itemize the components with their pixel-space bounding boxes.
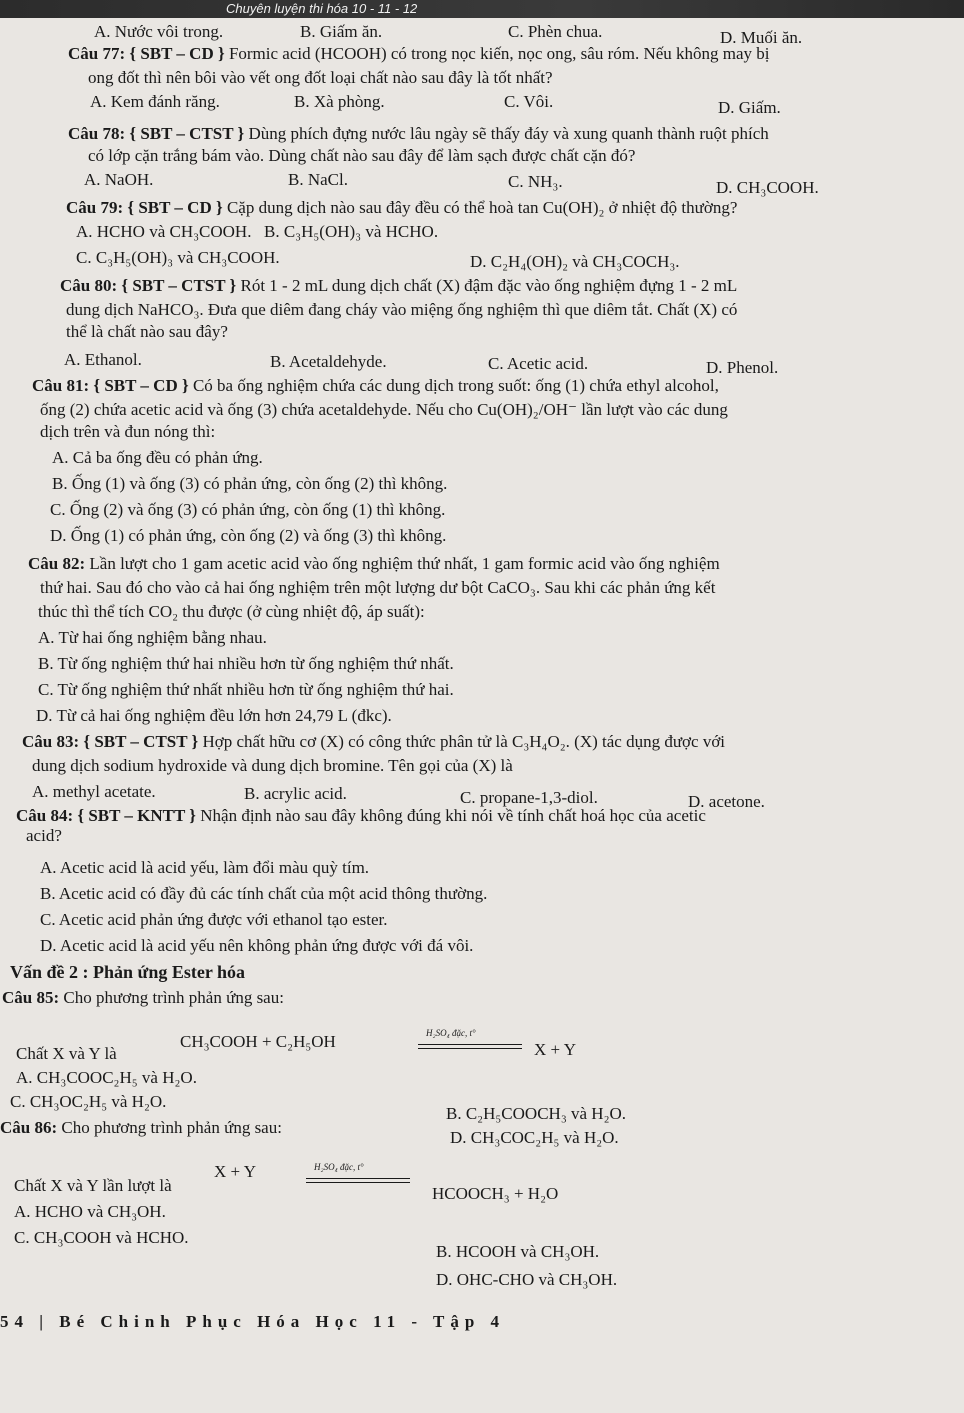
q79-option-d: D. C₂H₄(OH)₂ và CH₃COCH₃.	[470, 252, 680, 271]
q84-option-d: D. Acetic acid là acid yếu nên không phản ứng được với đá vôi.	[40, 936, 474, 955]
prev-option-b: B. Giấm ăn.	[300, 22, 383, 41]
page-footer: 54 | Bé Chinh Phục Hóa Học 11 - Tập 4	[0, 1312, 506, 1331]
question-text: Lần lượt cho 1 gam acetic acid vào ống nghiệm thứ nhất, 1 gam formic acid vào ống nghiệm	[89, 554, 720, 573]
q81-option-a: A. Cả ba ống đều có phản ứng.	[52, 448, 263, 467]
question-81-line2: ống (2) chứa acetic acid và ống (3) chứa acetaldehyde. Nếu cho Cu(OH)₂/OH⁻ lần lượt vào các dung	[40, 400, 728, 419]
q83-option-b: B. acrylic acid.	[244, 784, 347, 803]
section-heading: Vấn đề 2 : Phản ứng Ester hóa	[10, 962, 246, 982]
question-label: Câu 81:	[32, 376, 90, 395]
q80-option-a: A. Ethanol.	[64, 350, 142, 369]
question-82	[28, 554, 720, 574]
q81-option-c: C. Ống (2) và ống (3) có phản ứng, còn ống (1) thì không.	[50, 500, 446, 519]
question-text: Rót 1 - 2 mL dung dịch chất (X) đậm đặc vào ống nghiệm đựng 1 - 2 mL	[240, 276, 738, 295]
question-text: Cho phương trình phản ứng sau:	[63, 988, 284, 1007]
question-label: Câu 78:	[68, 124, 126, 143]
question-82-line3: thúc thì thể tích CO₂ thu được (ở cùng nhiệt độ, áp suất):	[38, 602, 425, 621]
prev-option-d: D. Muối ăn.	[720, 28, 803, 47]
q85-reaction-condition: H₂SO₄ đặc, t°	[426, 1028, 476, 1038]
question-text: Formic acid (HCOOH) có trong nọc kiến, nọc ong, sâu róm. Nếu không may bị	[228, 44, 770, 63]
q84-option-a: A. Acetic acid là acid yếu, làm đổi màu quỳ tím.	[40, 858, 370, 877]
q86-option-c: C. CH₃COOH và HCHO.	[14, 1228, 189, 1247]
question-text: Có ba ống nghiệm chứa các dung dịch trong suốt: ống (1) chứa ethyl alcohol,	[192, 376, 719, 395]
question-77-line2: ong đốt thì nên bôi vào vết ong đốt loại chất nào sau đây là tốt nhất?	[88, 68, 553, 87]
q78-option-d: D. CH₃COOH.	[716, 178, 819, 197]
question-text: Dùng phích đựng nước lâu ngày sẽ thấy đáy và xung quanh thành ruột phích	[248, 124, 769, 143]
q79-option-a: A. HCHO và CH₃COOH.	[76, 222, 252, 241]
question-label: Câu 84:	[16, 806, 74, 825]
question-text: Nhận định nào sau đây không đúng khi nói về tính chất hoá học của acetic	[200, 806, 706, 825]
question-text: Cặp dung dịch nào sau đây đều có thể hoà tan Cu(OH)₂ ở nhiệt độ thường?	[226, 198, 738, 217]
question-83	[22, 732, 725, 752]
question-81-line3: dịch trên và đun nóng thì:	[40, 422, 216, 441]
question-85	[2, 988, 284, 1008]
q86-equation-left: X + Y	[214, 1162, 257, 1181]
question-79	[66, 198, 737, 218]
question-83-line2: dung dịch sodium hydroxide và dung dịch bromine. Tên gọi của (X) là	[32, 756, 513, 775]
q78-option-a: A. NaOH.	[84, 170, 154, 189]
question-86	[0, 1118, 282, 1138]
q81-option-d: D. Ống (1) có phản ứng, còn ống (2) và ống (3) thì không.	[50, 526, 447, 545]
question-text: Hợp chất hữu cơ (X) có công thức phân tử là C₃H₄O₂. (X) tác dụng được với	[202, 732, 726, 751]
q83-option-c: C. propane-1,3-diol.	[460, 788, 598, 807]
question-label: Câu 83:	[22, 732, 80, 751]
q84-option-b: B. Acetic acid có đầy đủ các tính chất của một acid thông thường.	[40, 884, 488, 903]
q78-option-c: C. NH₃.	[508, 172, 563, 191]
q79-option-c: C. C₃H₅(OH)₃ và CH₃COOH.	[76, 248, 280, 267]
q80-option-b: B. Acetaldehyde.	[270, 352, 387, 371]
q83-option-d: D. acetone.	[688, 792, 765, 811]
q81-option-b: B. Ống (1) và ống (3) có phản ứng, còn ống (2) thì không.	[52, 474, 448, 493]
question-80-line2: dung dịch NaHCO₃. Đưa que diêm đang cháy vào miệng ống nghiệm thì que diêm tắt. Chất (X) có	[66, 300, 738, 319]
q77-option-c: C. Vôi.	[504, 92, 554, 111]
q82-option-c: C. Từ ống nghiệm thứ nhất nhiều hơn từ ống nghiệm thứ hai.	[38, 680, 454, 699]
q85-equation-right: X + Y	[534, 1040, 577, 1059]
question-label: Câu 86:	[0, 1118, 58, 1137]
header-band	[0, 0, 964, 18]
q86-option-d: D. OHC-CHO và CH₃OH.	[436, 1270, 618, 1289]
q77-option-a: A. Kem đánh răng.	[90, 92, 220, 111]
q80-option-c: C. Acetic acid.	[488, 354, 589, 373]
question-tag: { SBT – CD }	[93, 376, 189, 395]
question-84	[16, 806, 706, 826]
document-page	[0, 18, 964, 1413]
prev-option-a: A. Nước vôi trong.	[94, 22, 224, 41]
q79-option-b: B. C₃H₅(OH)₃ và HCHO.	[264, 222, 439, 241]
q83-option-a: A. methyl acetate.	[32, 782, 156, 801]
question-label: Câu 77:	[68, 44, 126, 63]
q86-reversible-arrow	[306, 1162, 410, 1186]
question-80-line3: thể là chất nào sau đây?	[66, 322, 228, 341]
q85-option-a: A. CH₃COOC₂H₅ và H₂O.	[16, 1068, 197, 1087]
question-tag: { SBT – KNTT }	[77, 806, 196, 825]
question-78	[68, 124, 769, 144]
question-82-line2: thứ hai. Sau đó cho vào cả hai ống nghiệm trên một lượng dư bột CaCO₃. Sau khi các phản ứng kết	[40, 578, 716, 597]
question-77	[68, 44, 770, 64]
q85-option-b: B. C₂H₅COOCH₃ và H₂O.	[446, 1104, 627, 1123]
q85-option-c: C. CH₃OC₂H₅ và H₂O.	[10, 1092, 167, 1111]
question-text: Cho phương trình phản ứng sau:	[61, 1118, 282, 1137]
q77-option-d: D. Giấm.	[718, 98, 781, 117]
question-81	[32, 376, 719, 396]
question-label: Câu 80:	[60, 276, 118, 295]
q85-reversible-arrow	[418, 1028, 522, 1052]
q85-prompt: Chất X và Y là	[16, 1044, 117, 1063]
q77-option-b: B. Xà phòng.	[294, 92, 385, 111]
question-label: Câu 82:	[28, 554, 86, 573]
q86-equation-right: HCOOCH₃ + H₂O	[432, 1184, 559, 1203]
question-tag: { SBT – CD }	[129, 44, 225, 63]
question-84-line2: acid?	[26, 826, 62, 845]
question-tag: { SBT – CTST }	[83, 732, 199, 751]
question-tag: { SBT – CTST }	[121, 276, 237, 295]
q84-option-c: C. Acetic acid phản ứng được với ethanol tạo ester.	[40, 910, 388, 929]
question-label: Câu 79:	[66, 198, 124, 217]
question-78-line2: có lớp cặn trắng bám vào. Dùng chất nào sau đây để làm sạch được chất cặn đó?	[88, 146, 636, 165]
q85-option-d: D. CH₃COC₂H₅ và H₂O.	[450, 1128, 619, 1147]
question-tag: { SBT – CTST }	[129, 124, 245, 143]
question-80	[60, 276, 737, 296]
q86-option-a: A. HCHO và CH₃OH.	[14, 1202, 166, 1221]
q85-equation-left: CH₃COOH + C₂H₅OH	[180, 1032, 336, 1051]
q78-option-b: B. NaCl.	[288, 170, 348, 189]
q86-prompt: Chất X và Y lần lượt là	[14, 1176, 172, 1195]
question-label: Câu 85:	[2, 988, 60, 1007]
prev-option-c: C. Phèn chua.	[508, 22, 603, 41]
q82-option-b: B. Từ ống nghiệm thứ hai nhiều hơn từ ống nghiệm thứ nhất.	[38, 654, 454, 673]
q86-option-b: B. HCOOH và CH₃OH.	[436, 1242, 600, 1261]
header-title: Chuyên luyện thi hóa 10 - 11 - 12	[226, 1, 418, 16]
q80-option-d: D. Phenol.	[706, 358, 779, 377]
q82-option-a: A. Từ hai ống nghiệm bằng nhau.	[38, 628, 267, 647]
q82-option-d: D. Từ cả hai ống nghiệm đều lớn hơn 24,79 L (đkc).	[36, 706, 392, 725]
q86-reaction-condition: H₂SO₄ đặc, t°	[314, 1162, 364, 1172]
question-tag: { SBT – CD }	[127, 198, 223, 217]
